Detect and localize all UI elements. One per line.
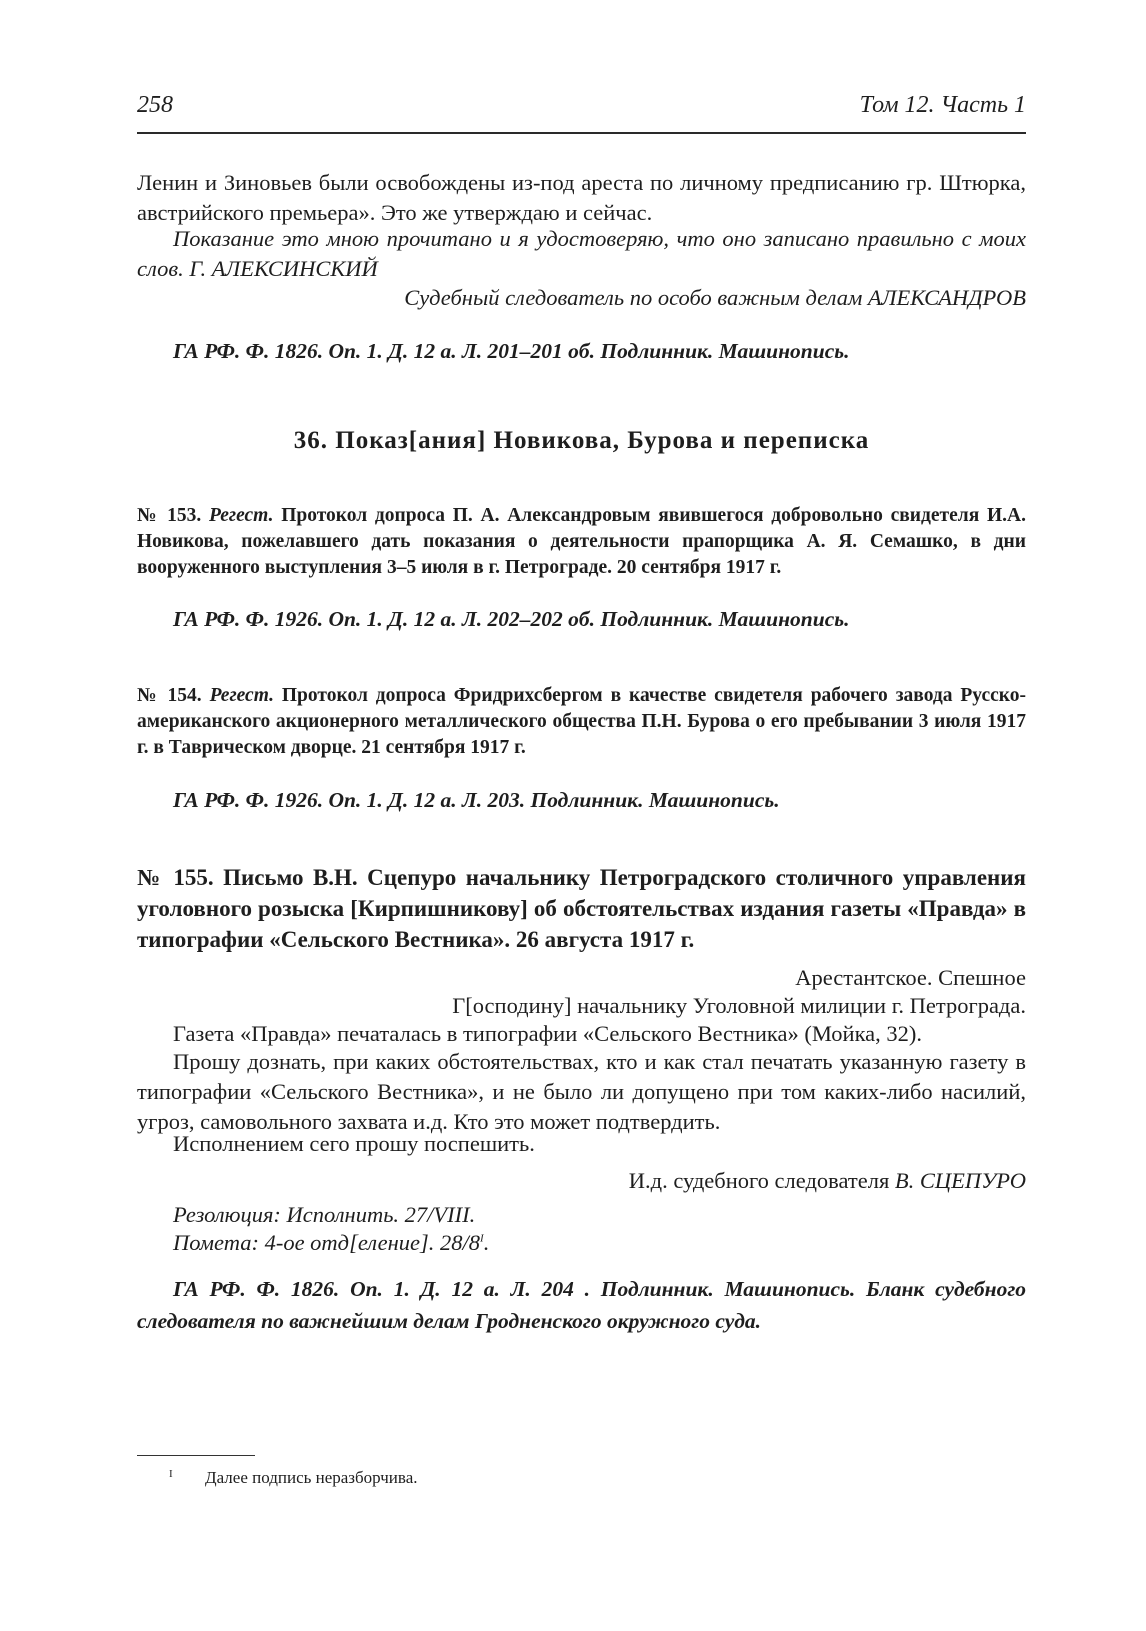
page-header: [137, 92, 1026, 134]
letter-addressee: Г[осподину] начальнику Уголовной милиции г. Петрограда.: [452, 993, 1026, 1018]
letter-urgency: Арестантское. Спешное: [795, 965, 1026, 990]
letter-paragraph: Газета «Правда» печаталась в типографии «Сельского Вестника» (Мойка, 32).: [173, 1021, 923, 1046]
footnote-mark: I: [169, 1468, 173, 1480]
document-154-regest: [137, 683, 1026, 761]
document-155-title: № 155. Письмо В.Н. Сцепуро начальнику Петроградского столичного управления уголовного розыска [Кирпишникову] об обстоятельствах издания газеты «Правда» в типографии «Сельского Вестника». 26 августа 1917 г.: [137, 865, 1026, 952]
page-number: 258: [137, 92, 173, 118]
letter-signature: [137, 1166, 1026, 1196]
document-153-regest: [137, 503, 1026, 581]
signature-name: В. СЦЕПУРО: [894, 1168, 1026, 1193]
investigator-signature: Судебный следователь по особо важным делам АЛЕКСАНДРОВ: [404, 285, 1026, 310]
section-title: 36. Показ[ания] Новикова, Бурова и переписка: [293, 427, 870, 454]
footnote-divider: [137, 1455, 255, 1456]
annotation-text: Помета: 4-ое отд[еление]. 28/8: [173, 1230, 481, 1255]
archive-source: ГА РФ. Ф. 1926. Оп. 1. Д. 12 а. Л. 202–202 об. Подлинник. Машинопись.: [173, 607, 850, 631]
footnote-ref: I: [480, 1232, 484, 1245]
document-number: № 153.: [137, 505, 202, 526]
regest-text: Протокол допроса П. А. Александровым явившегося добровольно свидетеля И.А. Новикова, пожелавшего дать показания о деятельности прапорщика А. Я. Семашко, в дни вооруженного выступления 3–5 июля в г. Петрограде. 20 сентября 1917 г.: [137, 505, 1026, 578]
testimony-paragraph: Ленин и Зиновьев были освобождены из-под ареста по личному предписанию гр. Штюрка, австрийского премьера». Это же утверждаю и сейчас.: [137, 170, 1026, 225]
archive-source: ГА РФ. Ф. 1826. Оп. 1. Д. 12 а. Л. 204 . Подлинник. Машинопись. Бланк судебного следователя по важнейшим делам Гродненского окружного суда.: [137, 1277, 1026, 1333]
document-number: № 154.: [137, 685, 202, 706]
resolution: Резолюция: Исполнить. 27/VIII.: [173, 1202, 476, 1227]
archive-source: ГА РФ. Ф. 1926. Оп. 1. Д. 12 а. Л. 203. Подлинник. Машинопись.: [173, 788, 780, 812]
volume-title: Том 12. Часть 1: [859, 92, 1026, 118]
regest-text: Протокол допроса Фридрихсбергом в качестве свидетеля рабочего завода Русско-американского акционерного металлического общества П.Н. Бурова о его пребывании 3 июля 1917 г. в Таврическом дворце. 21 сентября 1917 г.: [137, 685, 1026, 758]
letter-paragraph: Прошу дознать, при каких обстоятельствах, кто и как стал печатать указанную газету в типографии «Сельского Вестника», и не было ли допущено при том каких-либо насилий, угроз, самовольного захвата и.д. Кто это может подтвердить.: [137, 1049, 1026, 1134]
annotation: Помета: 4-ое отд[еление]. $28/8^I$.: [173, 1230, 490, 1255]
regest-label: Регест.: [209, 505, 274, 526]
footnote-text: Далее подпись неразборчива.: [205, 1468, 418, 1487]
signature-title: И.д. судебного следователя: [628, 1168, 890, 1193]
archive-source: ГА РФ. Ф. 1826. Оп. 1. Д. 12 а. Л. 201–201 об. Подлинник. Машинопись.: [173, 339, 850, 363]
testimony-certification: Показание это мною прочитано и я удостоверяю, что оно записано правильно с моих слов. Г. АЛЕКСИНСКИЙ: [137, 226, 1026, 281]
regest-label: Регест.: [209, 685, 274, 706]
letter-paragraph: Исполнением сего прошу поспешить.: [173, 1131, 535, 1156]
